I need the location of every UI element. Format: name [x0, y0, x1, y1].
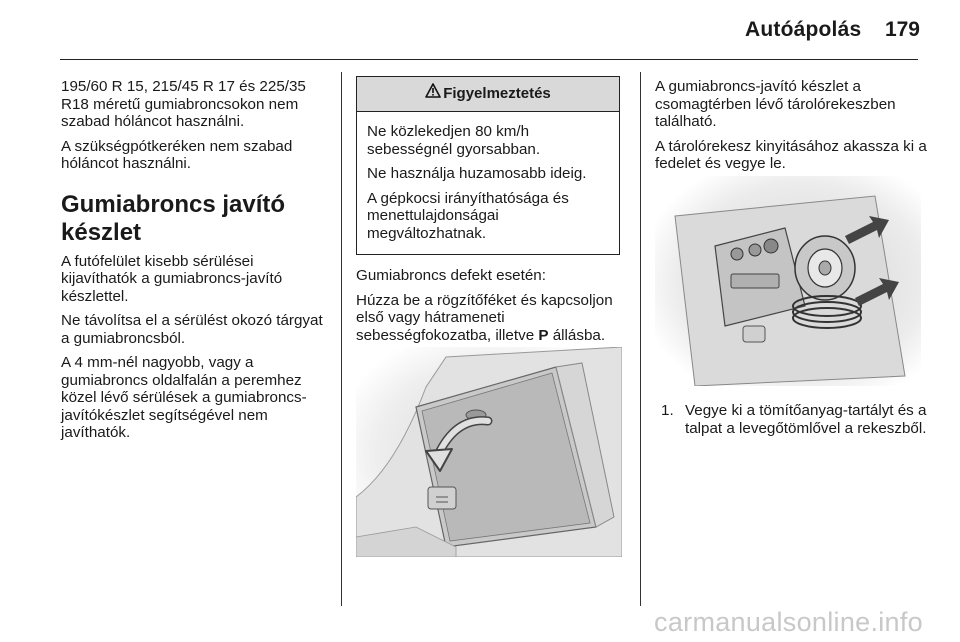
- numbered-step: [661, 402, 927, 437]
- section-heading: Gumiabroncs javító készlet: [61, 190, 286, 246]
- warning-triangle-icon: [425, 77, 441, 111]
- warning-title: Figyelmeztetés: [443, 85, 551, 102]
- warning-box: [356, 76, 620, 255]
- paragraph: A 4 mm-nél nagyobb, vagy a gumiabroncs oldalfalán a peremhez közel lévő sérülések a gumiabroncs-javítókészlet segítségével nem javíthatók.: [61, 354, 307, 441]
- step-text: Vegye ki a tömítőanyag-tartályt és a talpat a levegőtömlővel a rekeszből.: [685, 402, 927, 437]
- header-rule: [60, 59, 918, 60]
- header-title: Autóápolás: [745, 18, 862, 41]
- repair-kit-illustration: [655, 176, 921, 386]
- paragraph: A szükségpótkeréken nem szabad hóláncot használni.: [61, 137, 293, 172]
- step-number: 1.: [661, 402, 674, 419]
- paragraph: Gumiabroncs defekt esetén:: [356, 267, 546, 284]
- column-1: [61, 78, 333, 449]
- warning-header: [357, 77, 619, 112]
- warning-text: Ne használja huzamosabb ideig.: [367, 165, 587, 182]
- paragraph: A tárolórekesz kinyitásához akassza ki a fedelet és vegye le.: [655, 137, 927, 172]
- page-number: 179: [884, 18, 920, 41]
- warning-text: Ne közlekedjen 80 km/h sebességnél gyorsabban.: [367, 123, 541, 158]
- paragraph: Ne távolítsa el a sérülést okozó tárgyat a gumiabroncsból.: [61, 312, 323, 347]
- warning-text: A gépkocsi irányíthatósága és menettulajdonságai megváltozhatnak.: [367, 189, 569, 242]
- paragraph: Húzza be a rögzítőféket és kapcsoljon első vagy hátrameneti sebességfokozatba, illetve P állásba.: [356, 291, 613, 344]
- column-2: [356, 76, 628, 351]
- paragraph: A gumiabroncs-javító készlet a csomagtérben lévő tárolórekeszben található.: [655, 78, 896, 130]
- paragraph: 195/60 R 15, 215/45 R 17 és 225/35 R18 méretű gumiabroncsokon nem szabad hóláncot használni.: [61, 78, 306, 130]
- warning-body: [357, 112, 619, 254]
- footer-watermark: carmanualsonline.info: [654, 607, 923, 637]
- paragraph: A futófelület kisebb sérülései kijavíthatók a gumiabroncs-javító készlettel.: [61, 252, 283, 305]
- column-divider-1: [341, 72, 342, 606]
- boot-cover-illustration: [356, 347, 622, 557]
- gear-position-p: P: [538, 326, 549, 344]
- column-3: [655, 78, 927, 180]
- column-divider-2: [640, 72, 641, 606]
